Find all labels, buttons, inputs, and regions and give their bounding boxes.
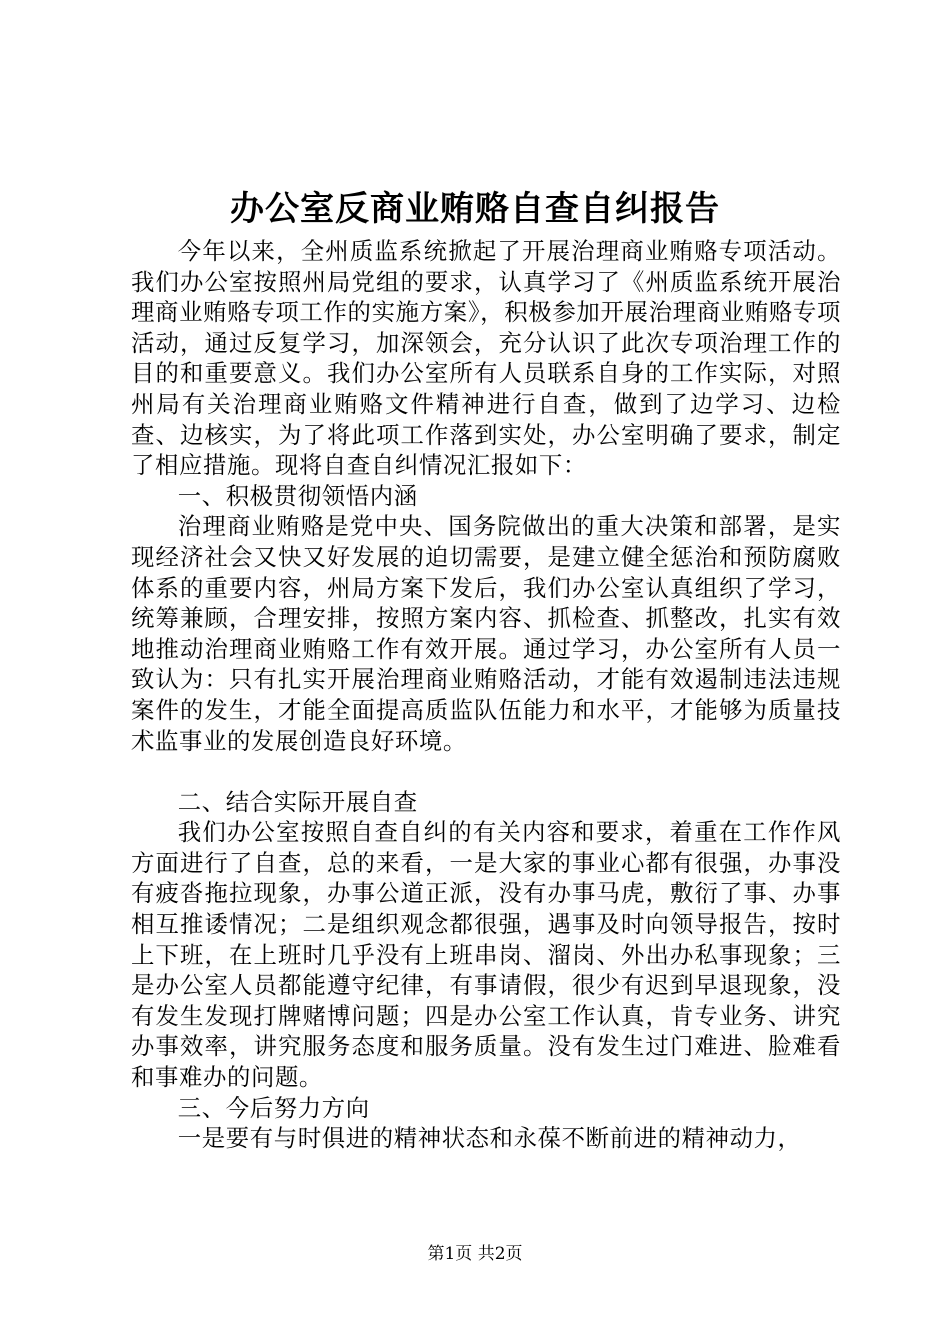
paragraph-intro: 今年以来，全州质监系统掀起了开展治理商业贿赂专项活动。我们办公室按照州局党组的要求，认真学习了《州质监系统开展治理商业贿赂专项工作的实施方案》，积极参加开展治理商业贿赂专项活动，通过反复学习，加深领会，充分认识了此次专项治理工作的目的和重要意义。我们办公室所有人员联系自身的工作实际，对照州局有关治理商业贿赂文件精神进行自查，做到了边学习、边检查、边核实，为了将此项工作落到实处，办公室明确了要求，制定了相应措施。现将自查自纠情况汇报如下： [131,237,841,480]
paragraph-section-3: 一是要有与时俱进的精神状态和永葆不断前进的精神动力， [177,1124,802,1153]
paragraph-section-1: 治理商业贿赂是党中央、国务院做出的重大决策和部署，是实现经济社会又快又好发展的迫切需要，是建立健全惩治和预防腐败体系的重要内容，州局方案下发后，我们办公室认真组织了学习，统筹兼顾，合理安排，按照方案内容、抓检查、抓整改，扎实有效地推动治理商业贿赂工作有效开展。通过学习，办公室所有人员一致认为：只有扎实开展治理商业贿赂活动，才能有效遏制违法违规案件的发生，才能全面提高质监队伍能力和水平，才能够为质量技术监事业的发展创造良好环境。 [131,512,841,755]
paragraph-section-2: 我们办公室按照自查自纠的有关内容和要求，着重在工作作风方面进行了自查，总的来看，一是大家的事业心都有很强，办事没有疲沓拖拉现象，办事公道正派，没有办事马虎，敷衍了事、办事相互推诿情况；二是组织观念都很强，遇事及时向领导报告，按时上下班，在上班时几乎没有上班串岗、溜岗、外出办私事现象；三是办公室人员都能遵守纪律，有事请假，很少有迟到早退现象，没有发生发现打牌赌博问题；四是办公室工作认真，肯专业务、讲究办事效率，讲究服务态度和服务质量。没有发生过门难进、脸难看和事难办的问题。 [131,818,841,1092]
section-heading-2: 二、结合实际开展自查 [177,787,418,816]
page-footer: 第1页 共2页 [427,1244,523,1264]
document-body [131,236,841,1154]
section-heading-3: 三、今后努力方向 [177,1093,370,1122]
blank-line [131,756,841,787]
section-heading-1: 一、积极贯彻领悟内涵 [177,481,418,510]
document-title: 办公室反商业贿赂自查自纠报告 [230,189,720,229]
